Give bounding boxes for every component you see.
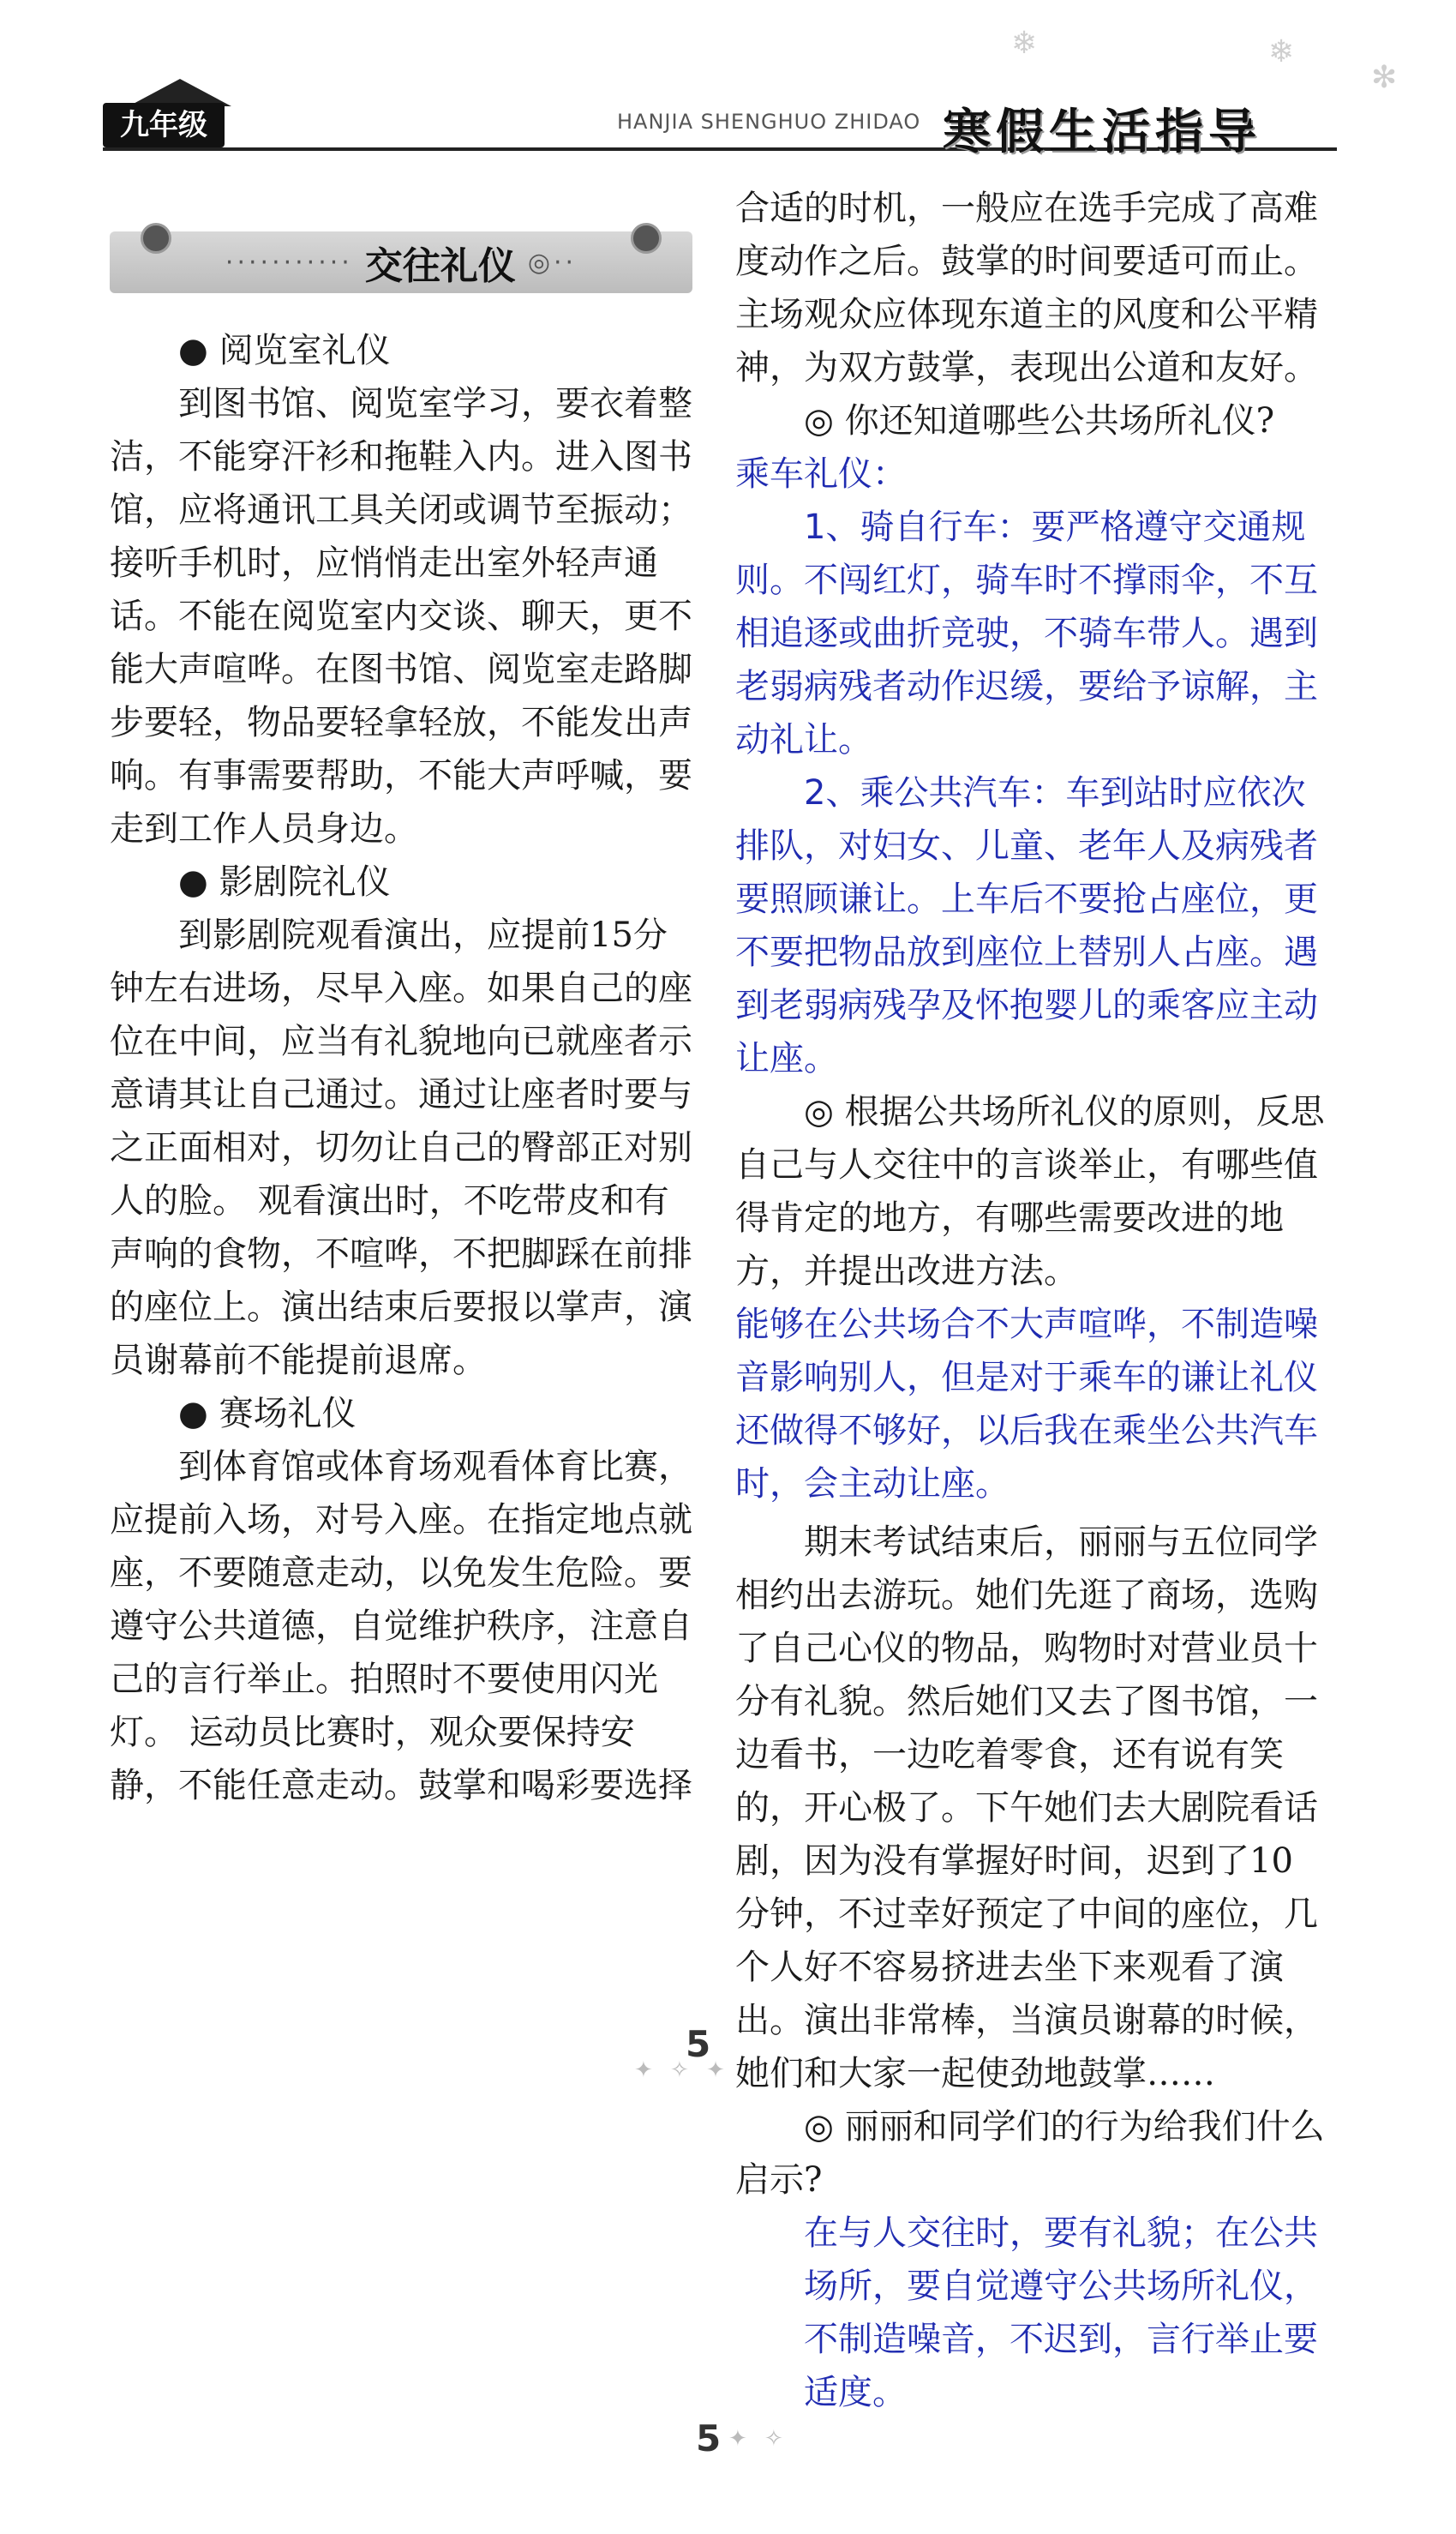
stadium-text-continued: 合适的时机，一般应在选手完成了高难度动作之后。鼓掌的时间要适可而止。主场观众应体现东道主的风度和公平精神，为双方鼓掌，表现出公道和友好。 [735, 189, 1318, 387]
header-brand-title: 寒假生活指导 [943, 105, 1261, 160]
story-text: 期末考试结束后，丽丽与五位同学相约出去游玩。她们先逛了商场，选购了自己心仪的物品，购物时对营业员十分有礼貌。然后她们又去了图书馆，一边看书，一边吃着零食，还有说有笑的，开心极了。下午她们去大剧院看话剧，因为没有掌握好时间，迟到了10分钟，不过幸好预定了中间的座位，几个人好不容易挤进去坐下来观看了演出。演出非常棒，当演员谢幕的时候，她们和大家一起使劲地鼓掌…… [735, 1522, 1318, 2093]
theater-text: 到影剧院观看演出，应提前15分钟左右进场，尽早入座。如果自己的座位在中间，应当有礼貌地向已就座者示意请其让自己通过。通过让座者时要与之正面相对，切勿让自己的臀部正对别人的脸。 观看演出时，不吃带皮和有声响的食物，不喧哗，不把脚踩在前排的座位上。演出结束后要报以掌声，演员谢幕前不能提前退席。 [110, 916, 692, 1380]
right-column [735, 182, 1327, 2419]
reading-room-title: 阅览室礼仪 [219, 331, 391, 370]
question-1: ◎ 你还知道哪些公共场所礼仪? [804, 401, 1275, 441]
snowflake-icon: ✻ [1371, 60, 1398, 95]
stadium-heading: ● 赛场礼仪 [178, 1394, 357, 1433]
answer-1-item-2: 2、乘公共汽车：车到站时应依次排队，对妇女、儿童、老年人及病残者要照顾谦让。上车后不要抢占座位，更不要把物品放到座位上替别人占座。遇到老弱病残孕及怀抱婴儿的乘客应主动让座。 [735, 773, 1318, 1078]
pin-icon [141, 223, 171, 254]
reading-room-text: 到图书馆、阅览室学习，要衣着整洁，不能穿汗衫和拖鞋入内。进入图书馆，应将通讯工具关闭或调节至振动；接听手机时，应悄悄走出室外轻声通话。不能在阅览室内交谈、聊天，更不能大声喧哗。在图书馆、阅览室走路脚步要轻，物品要轻拿轻放，不能发出声响。有事需要帮助，不能大声呼喊，要走到工作人员身边。 [110, 384, 692, 849]
page-header [0, 0, 1456, 171]
page-number-left: 5 [686, 2023, 711, 2065]
theater-heading: ● 影剧院礼仪 [178, 862, 391, 902]
dots-decoration: ··········· [225, 247, 353, 278]
header-pinyin: HANJIA SHENGHUO ZHIDAO [617, 110, 921, 134]
grade-badge: 九年级 [103, 103, 225, 147]
dots-decoration: ◎·· [527, 247, 578, 278]
question-3: ◎ 丽丽和同学们的行为给我们什么启示? [735, 2107, 1325, 2200]
reading-room-heading: ● 阅览室礼仪 [178, 331, 391, 370]
answer-3: 在与人交往时，要有礼貌；在公共场所，要自觉遵守公共场所礼仪，不制造噪音，不迟到，言行举止要适度。 [804, 2213, 1318, 2412]
answer-1-title: 乘车礼仪： [735, 454, 907, 494]
snowflake-icon: ❄ [1268, 34, 1295, 69]
page-number-right: 5 [696, 2417, 722, 2459]
stadium-text: 到体育馆或体育场观看体育比赛，应提前入场，对号入座。在指定地点就座，不要随意走动，以免发生危险。要遵守公共道德，自觉维护秩序，注意自己的言行举止。拍照时不要使用闪光灯。 运动员比赛时，观众要保持安静，不能任意走动。鼓掌和喝彩要选择 [110, 1447, 692, 1805]
left-column [110, 324, 692, 1812]
stars-decoration: ✦ ✧ [728, 2426, 788, 2452]
theater-title: 影剧院礼仪 [219, 862, 391, 902]
section-title-bar [110, 231, 692, 293]
stars-decoration: ✦ ✧ ✦ [634, 2057, 730, 2083]
stadium-title: 赛场礼仪 [219, 1394, 357, 1433]
snowflake-icon: ❄ [1011, 26, 1038, 61]
pin-icon [631, 223, 662, 254]
answer-2: 能够在公共场合不大声喧哗，不制造噪音影响别人，但是对于乘车的谦让礼仪还做得不够好，以后我在乘坐公共汽车时，会主动让座。 [735, 1305, 1318, 1504]
section-title: 交往礼仪 [364, 244, 516, 288]
answer-1-item-1: 1、骑自行车：要严格遵守交通规则。不闯红灯，骑车时不撑雨伞，不互相追逐或曲折竞驶，不骑车带人。遇到老弱病残者动作迟缓，要给予谅解，主动礼让。 [735, 507, 1318, 760]
question-2: ◎ 根据公共场所礼仪的原则，反思自己与人交往中的言谈举止，有哪些值得肯定的地方，有哪些需要改进的地方，并提出改进方法。 [735, 1092, 1325, 1291]
